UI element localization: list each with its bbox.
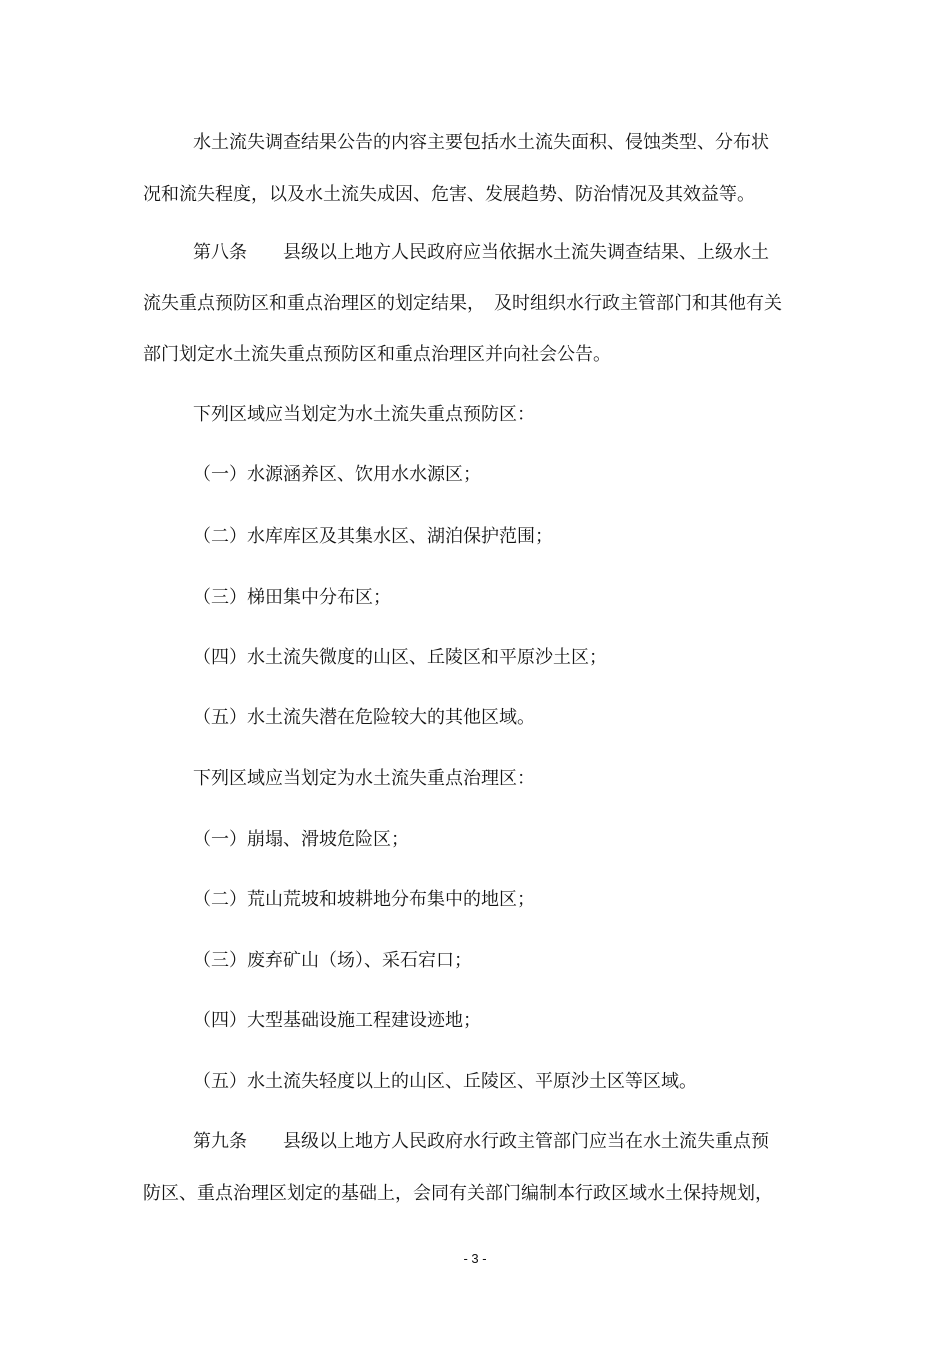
page-number: - 3 - bbox=[463, 1251, 487, 1266]
text-line: （一）水源涵养区、饮用水水源区； bbox=[193, 464, 481, 485]
text-line: 况和流失程度，以及水土流失成因、危害、发展趋势、防治情况及其效益等。 bbox=[143, 184, 755, 205]
text-line: （三）废弃矿山（场）、采石宕口； bbox=[193, 950, 472, 971]
text-line: （五）水土流失潜在危险较大的其他区域。 bbox=[193, 707, 535, 728]
text-line: 第八条 县级以上地方人民政府应当依据水土流失调查结果、上级水土 bbox=[193, 242, 769, 263]
text-line: （二）水库库区及其集水区、湖泊保护范围； bbox=[193, 526, 553, 547]
text-line: 下列区域应当划定为水土流失重点治理区： bbox=[193, 768, 535, 789]
text-line: （二）荒山荒坡和坡耕地分布集中的地区； bbox=[193, 889, 535, 910]
text-line: （四）大型基础设施工程建设迹地； bbox=[193, 1010, 481, 1031]
text-line: （一）崩塌、滑坡危险区； bbox=[193, 829, 409, 850]
text-line: 防区、重点治理区划定的基础上，会同有关部门编制本行政区域水土保持规划， bbox=[143, 1183, 773, 1204]
text-line: 第九条 县级以上地方人民政府水行政主管部门应当在水土流失重点预 bbox=[193, 1131, 769, 1152]
text-line: （五）水土流失轻度以上的山区、丘陵区、平原沙土区等区域。 bbox=[193, 1071, 697, 1092]
text-line: （四）水土流失微度的山区、丘陵区和平原沙土区； bbox=[193, 647, 607, 668]
text-line: 下列区域应当划定为水土流失重点预防区： bbox=[193, 404, 535, 425]
text-line: 流失重点预防区和重点治理区的划定结果， 及时组织水行政主管部门和其他有关 bbox=[143, 293, 782, 314]
text-line: （三）梯田集中分布区； bbox=[193, 587, 391, 608]
text-line: 水土流失调查结果公告的内容主要包括水土流失面积、侵蚀类型、分布状 bbox=[193, 132, 769, 153]
text-line: 部门划定水土流失重点预防区和重点治理区并向社会公告。 bbox=[143, 344, 611, 365]
